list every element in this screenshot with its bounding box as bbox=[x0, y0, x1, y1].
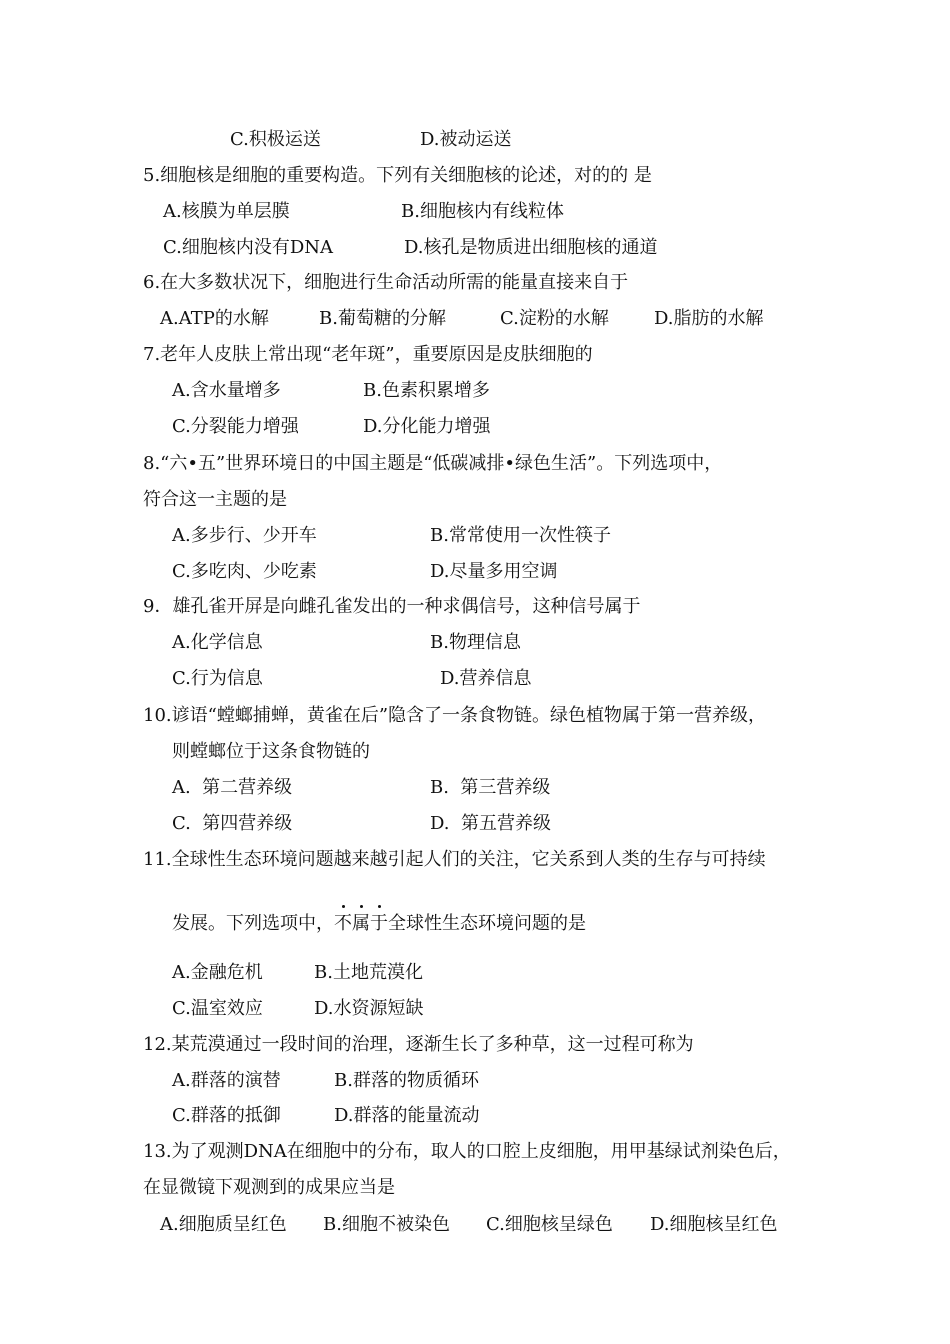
q5-option-c: C.细胞核内没有DNA bbox=[163, 237, 334, 258]
q11-option-d: D.水资源短缺 bbox=[314, 998, 424, 1019]
q11-stem-pre: 发展。下列选项中， bbox=[172, 913, 334, 934]
q12-option-b: B.群落的物质循环 bbox=[334, 1070, 479, 1091]
q6-option-d: D.脂肪的水解 bbox=[654, 308, 764, 329]
q4-option-d: D.被动运送 bbox=[420, 129, 512, 150]
q13-option-d: D.细胞核呈红色 bbox=[650, 1214, 778, 1235]
q5-option-b: B.细胞核内有线粒体 bbox=[401, 201, 564, 222]
q12-option-a: A.群落的演替 bbox=[172, 1070, 281, 1091]
q9-option-b: B.物理信息 bbox=[430, 632, 521, 653]
emphasis-char: 不 bbox=[334, 913, 352, 934]
q11-option-b: B.土地荒漠化 bbox=[314, 962, 423, 983]
q13-option-c: C.细胞核呈绿色 bbox=[486, 1214, 613, 1235]
q11-option-a: A.金融危机 bbox=[172, 962, 263, 983]
emphasis-char: 于 bbox=[370, 913, 388, 934]
q7-option-a: A.含水量增多 bbox=[172, 380, 281, 401]
q10-stem-line2: 则螳螂位于这条食物链的 bbox=[172, 741, 370, 762]
q8-option-d: D.尽量多用空调 bbox=[430, 561, 558, 582]
q6-option-b: B.葡萄糖的分解 bbox=[319, 308, 446, 329]
q5-stem: 5.细胞核是细胞的重要构造。下列有关细胞核的论述，对的的 是 bbox=[143, 165, 652, 186]
q13-stem-line2: 在显微镜下观测到的成果应当是 bbox=[143, 1177, 395, 1198]
q11-stem-line2 bbox=[172, 913, 586, 935]
q6-option-c: C.淀粉的水解 bbox=[500, 308, 609, 329]
q12-stem: 12.某荒漠通过一段时间的治理，逐渐生长了多种草，这一过程可称为 bbox=[143, 1034, 694, 1055]
q11-stem-post: 全球性生态环境问题的是 bbox=[388, 913, 586, 934]
q11-option-c: C.温室效应 bbox=[172, 998, 263, 1019]
q5-option-a: A.核膜为单层膜 bbox=[163, 201, 290, 222]
q8-stem-line2: 符合这一主题的是 bbox=[143, 489, 287, 510]
q8-option-a: A.多步行、少开车 bbox=[172, 525, 317, 546]
q10-stem-line1: 10.谚语“螳螂捕蝉，黄雀在后”隐含了一条食物链。绿色植物属于第一营养级， bbox=[143, 705, 767, 726]
q12-option-c: C.群落的抵御 bbox=[172, 1105, 281, 1126]
q10-option-b: B. 第三营养级 bbox=[430, 777, 551, 798]
q8-option-b: B.常常使用一次性筷子 bbox=[430, 525, 611, 546]
q8-stem-line1: 8.“六•五”世界环境日的中国主题是“低碳减排•绿色生活”。下列选项中， bbox=[143, 453, 723, 474]
q12-option-d: D.群落的能量流动 bbox=[334, 1105, 480, 1126]
q7-option-c: C.分裂能力增强 bbox=[172, 416, 299, 437]
q13-stem-line1: 13.为了观测DNA在细胞中的分布，取人的口腔上皮细胞，用甲基绿试剂染色后， bbox=[143, 1141, 791, 1162]
q9-option-c: C.行为信息 bbox=[172, 668, 263, 689]
q10-option-a: A. 第二营养级 bbox=[172, 777, 293, 798]
q7-option-d: D.分化能力增强 bbox=[363, 416, 491, 437]
q4-option-c: C.积极运送 bbox=[230, 129, 321, 150]
q9-option-d: D.营养信息 bbox=[440, 668, 532, 689]
q7-stem: 7.老年人皮肤上常出现“老年斑”，重要原因是皮肤细胞的 bbox=[143, 344, 593, 365]
q10-option-c: C. 第四营养级 bbox=[172, 813, 293, 834]
q8-option-c: C.多吃肉、少吃素 bbox=[172, 561, 317, 582]
q6-stem: 6.在大多数状况下，细胞进行生命活动所需的能量直接来自于 bbox=[143, 272, 629, 293]
q13-option-a: A.细胞质呈红色 bbox=[160, 1214, 287, 1235]
q5-option-d: D.核孔是物质进出细胞核的通道 bbox=[404, 237, 658, 258]
q9-stem: 9．雄孔雀开屏是向雌孔雀发出的一种求偶信号，这种信号属于 bbox=[143, 596, 641, 617]
emphasis-char: 属 bbox=[352, 913, 370, 934]
q6-option-a: A.ATP的水解 bbox=[160, 308, 269, 329]
q9-option-a: A.化学信息 bbox=[172, 632, 263, 653]
q13-option-b: B.细胞不被染色 bbox=[323, 1214, 450, 1235]
q10-option-d: D. 第五营养级 bbox=[430, 813, 551, 834]
q7-option-b: B.色素积累增多 bbox=[363, 380, 490, 401]
q11-stem-line1: 11.全球性生态环境问题越来越引起人们的关注，它关系到人类的生存与可持续 bbox=[143, 849, 766, 870]
